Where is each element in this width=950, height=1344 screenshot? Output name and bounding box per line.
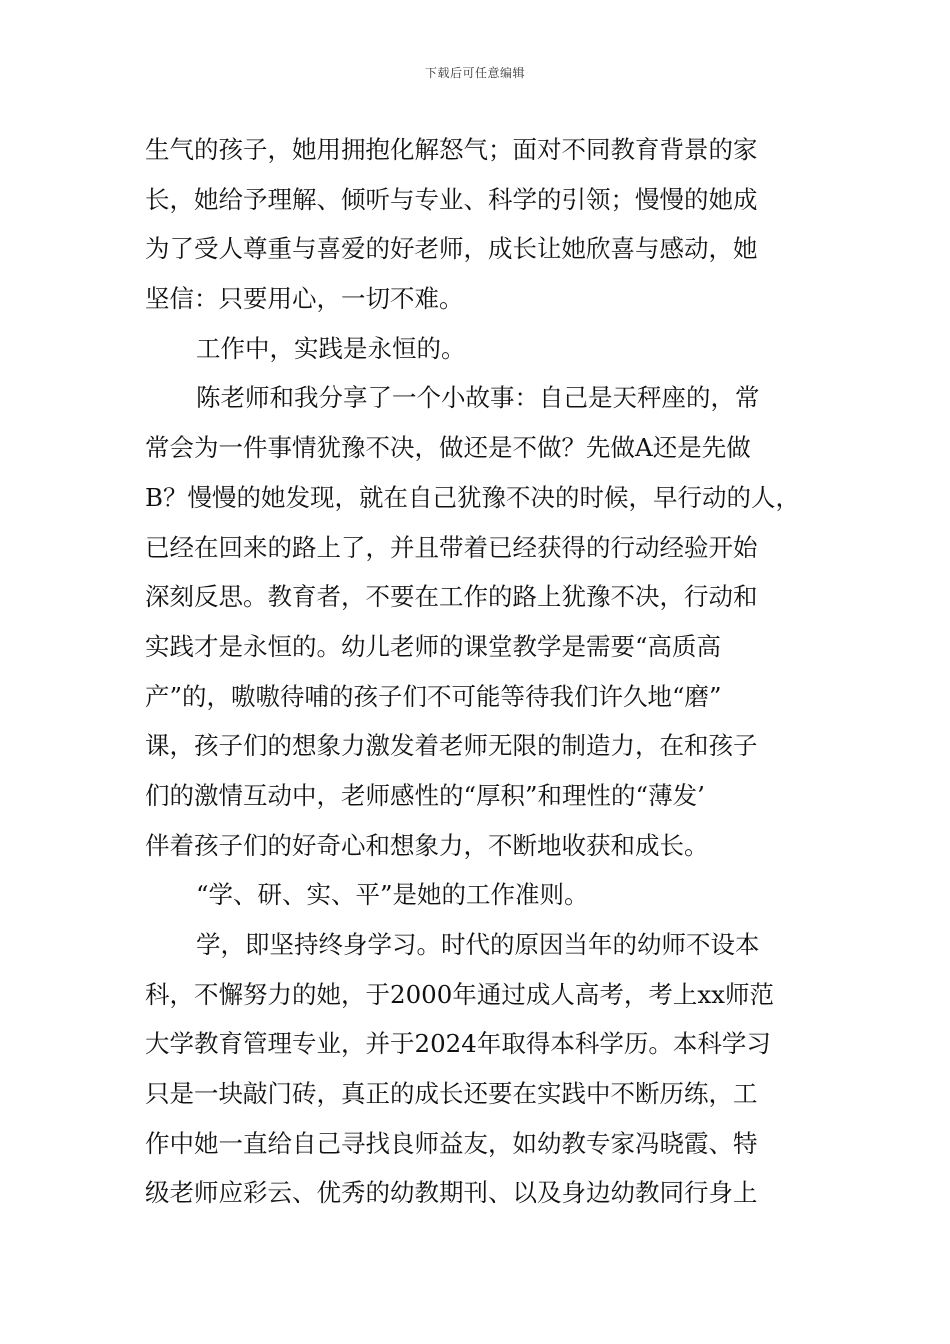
text-line: 大学教育管理专业，并于2024年取得本科学历。本科学习 — [145, 1029, 771, 1059]
text-line: 生气的孩子，她用拥抱化解怒气；面对不同教育背景的家 — [145, 135, 758, 164]
text-line: 常会为一件事情犹豫不决，做还是不做？先做A还是先做 — [145, 433, 751, 463]
text-line: 已经在回来的路上了，并且带着已经获得的行动经验开始 — [145, 532, 758, 562]
text-line: 课，孩子们的想象力激发着老师无限的制造力，在和孩子 — [145, 731, 758, 761]
document-body — [145, 125, 825, 1218]
text-line: 级老师应彩云、优秀的幼教期刊、以及身边幼教同行身上 — [145, 1178, 758, 1208]
text-line: 坚信：只要用心，一切不难。 — [145, 284, 464, 314]
text-line: 为了受人尊重与喜爱的好老师，成长让她欣喜与感动，她 — [145, 234, 758, 264]
text-line: B？慢慢的她发现，就在自己犹豫不决的时候，早行动的人， — [145, 482, 801, 512]
text-line: 深刻反思。教育者，不要在工作的路上犹豫不决，行动和 — [145, 582, 758, 612]
page-header-note: 下载后可任意编辑 — [424, 66, 525, 80]
paragraph-first-line: 陈老师和我分享了一个小故事：自己是天秤座的，常 — [196, 383, 760, 413]
text-line: 实践才是永恒的。幼儿老师的课堂教学是需要“高质高 — [145, 631, 722, 661]
text-line: 们的激情互动中，老师感性的“厚积”和理性的“薄发’ — [145, 780, 705, 810]
text-line: 长，她给予理解、倾听与专业、科学的引领；慢慢的她成 — [145, 184, 758, 214]
paragraph-first-line: 工作中，实践是永恒的。 — [196, 333, 466, 363]
text-line: 作中她一直给自己寻找良师益友，如幼教专家冯晓霞、特 — [145, 1128, 758, 1158]
text-line: 伴着孩子们的好奇心和想象力，不断地收获和成长。 — [145, 830, 709, 860]
text-line: 科，不懈努力的她，于2000年通过成人高考，考上xx师范 — [145, 979, 774, 1009]
text-line: 产”的，嗷嗷待哺的孩子们不可能等待我们许久地“磨” — [145, 681, 722, 711]
paragraph-first-line: 学，即坚持终身学习。时代的原因当年的幼师不设本 — [196, 930, 760, 959]
text-line: 只是一块敲门砖，真正的成长还要在实践中不断历练，工 — [145, 1079, 758, 1109]
paragraph-first-line: “学、研、实、平”是她的工作准则。 — [196, 880, 589, 910]
